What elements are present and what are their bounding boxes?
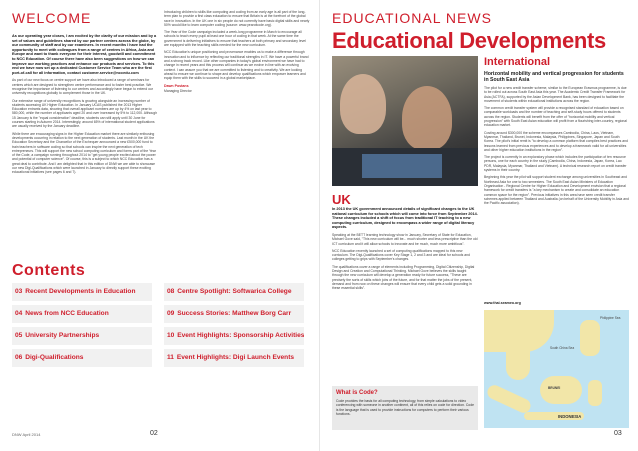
right-page (319, 0, 638, 451)
callout-title: What is Code? (336, 390, 378, 396)
welcome-paragraph-5: The Year of the Code campaign included a week-long programme in March to encourage all schools to teach every pupil at least one hour of coding in that week. At the same time the government is delivering initiatives to ensure that teachers at both primary and secondary level are equipped with the teaching skills needed for the new curriculum. (164, 30, 306, 48)
welcome-paragraph-2: Our extensive range of university recognitions is growing alongside an increasing number of students accessing UK Higher Education. In January UCAS published the 2013 Higher Education entrants data, showing that overall applicant numbers are up by 4% on last year to 580,000, while the number of applicants aged 20 and over increased by 5% to 112,000. Although 15 January is the "equal consideration" deadline, students can still apply until 30 June for courses starting in Autumn 2014. Interestingly, around 65% of international student applications are usually received by the January deadline. (12, 98, 158, 129)
toc-item[interactable]: 10 Event Highlights: Sponsorship Activities (164, 327, 304, 345)
borneo-landmass (540, 376, 582, 404)
educational-news-header: EDUCATIONAL NEWS (332, 10, 492, 26)
callout-body: Code provides the basis for all computing technology, from simple calculations to video conferencing with someone in another continent, all of this relies on code for direction. Code is the language that is used to provide instructions for computers to perform their various functions. (336, 399, 474, 416)
website-link[interactable]: www.thai.seameo.org (484, 301, 521, 305)
international-paragraph-5: Beginning this year the pilot will support student exchange among universities in Southeast and Northeast Asia for one to two semesters. The South East Asian Ministers of Education Organisation - Regional Centre for Higher Education and Development envision that a regional framework for credit transfers is "a key mechanism to create and consolidate an education common space for the region". Previous initiatives in this area have seen credit transfer schemes applied between Thailand and Australia (on behalf of the University Mobility in Asia and the Pacific association). (484, 175, 629, 206)
welcome-paragraph-6: NCC Education's unique positioning and provenance enables us to make a difference through innovation and to influence by reflecting our traditional strengths in IT. We have a powerful brand and a strong track record. Like other companies in today's global environment we have had to change in recent years and this process will continue as we evolve in line with an evolving context. I can assure you that we are committed to listening and to creativity. We are looking ahead to ensure we continue to shape and develop qualifications which empower learners and equip them with the skills to succeed in a global marketplace. (164, 50, 309, 81)
toc-item[interactable]: 06 Digi-Qualifications (12, 349, 152, 367)
contents-title: Contents (12, 262, 86, 279)
toc-item[interactable]: 05 University Partnerships (12, 327, 152, 345)
uk-lead: In 2013 the UK government announced details of significant changes to the UK national curriculum for schools which will come into force from September 2014. These changes included a shift of focus from traditional IT teaching to a new computing curriculum, designed to encompass a wider range of digital literacy aspects. (332, 207, 478, 230)
international-paragraph-2: The common credit transfer system will provide a recognised standard of education based on comparable workloads and the number of teaching and self-study hours offered to students across the region. Students will benefit from the offer of "horizontal mobility and vertical progression" with South East Asian education will profit from a flourishing inter-country, regional education market. (484, 106, 627, 128)
welcome-paragraph-1: As part of our new focus on centre support we have also introduced a range of seminars for centres which are designed to strengthen centre performance and to foster best practice. We recognise the importance of listening to our centres and accordingly have begun to extend our university recognitions globally to complement those in the UK. (12, 78, 153, 96)
page-title: Educational Developments (332, 28, 606, 53)
welcome-lead: As our operating year closes, I am excited by the clarity of our mission and by a set of values and guidelines shared by our partner centres across the globe, by our community of staff and by our examiners. In recent months I have had the opportunity to meet with colleagues from a range of centres in Africa, Asia and Europe and want to thank everyone for their interest, goodwill and commitment to NCC Education. Of course there have also been suggestions on how we can improve our working practices and enhance our products and services. To this end we have now set up a dedicated Customer Service Team who are the first port-of-call for all information, contact customer.service@nccedu.com (12, 34, 157, 75)
signature-name: Dawn Postans (164, 84, 189, 89)
map-label-south-china-sea: South China Sea (550, 346, 575, 350)
uk-paragraph-2: NCC Education recently launched a set of computing qualifications mapped to this new curriculum. The Digi-Qualifications cover Key Stage 1, 2 and 3 and are ideal for schools and colleges getting to grips with September's changes. (332, 248, 470, 262)
sulawesi-landmass (588, 380, 602, 406)
south-east-asia-map (484, 310, 629, 428)
toc-item[interactable]: 03 Recent Developments in Education (12, 283, 152, 301)
peninsula-landmass (506, 340, 530, 380)
sumatra-landmass (485, 383, 533, 415)
classroom-photo (332, 56, 478, 186)
welcome-header: WELCOME (12, 10, 92, 26)
page-number: 02 (150, 430, 158, 437)
child-figure (402, 86, 452, 150)
footer-text: DNW April 2014 (12, 432, 41, 437)
uk-paragraph-3: The qualifications cover a range of elements including Programming, Digital Citizenship, Digital Design and Creation and Computational Thinking. Michael Gove believes the skills taught through the new curriculum will develop a generation ready for future success, "These are precisely the sorts of skills which jobs of the future, and for that matter the jobs of the present, demand and from now on these changes will ensure that every child gets a solid grounding in these essential skills". (332, 264, 475, 291)
what-is-code-box (332, 386, 478, 430)
toc-item[interactable]: 04 News from NCC Education (12, 305, 152, 323)
international-paragraph-1: The pilot for a new credit transfer scheme, similar to the European Erasmus programme, is due to be rolled out across South East Asia this year. The Academic Credit Transfer Framework for Asia (ACTFA), supported by the Asian Development Bank, has been designed to facilitate the movement of students within educational institutions across the region. (484, 86, 627, 103)
child-figure (340, 74, 386, 134)
philippines-landmass (580, 320, 600, 356)
welcome-paragraph-3: While there are encouraging signs in the Higher Education market there are similarly enthusing developments occurring in relation to the next generation of students. Last month in the UK the Education Secretary and the Chancellor of the Exchequer announced a new £500,000 fund to train teachers in software coding so that schools can inspire the next generation of tech entrepreneurs. This will support the new school computing curriculum and forms part of the Year of the Code, a campaign running throughout 2014 to "get young people excited about the power and potential of computer science". Of course, this is a subject to which NCC Education has a great deal to contribute. And I am delighted that in this edition of DNW we are able to showcase our new Digi-Qualifications which were launched in January to directly support these exciting educational initiatives (see pages 6 and 7). (12, 131, 156, 175)
welcome-paragraph-4: Introducing children to skills like computing and coding from an early age is all part of the long-term plan to provide a first class education to ensure that Britain is at the forefront of the global race in innovation. In the UK one in six people do not currently have basic digital skills and nearly 50% would like to learn computer coding (source: www.yearofcode.org). (164, 10, 310, 27)
screen-shape (362, 154, 442, 178)
international-paragraph-4: The project is currently in an exploratory phase which includes the participation of ten resource persons, one for each country in the study (Cambodia, China, Indonesia, Japan, Korea, Lao PDR, Malaysia, Myanmar, Thailand and Vietnam). A technical research report on credit transfer systems in their country. (484, 155, 627, 173)
international-column (484, 86, 629, 208)
welcome-column-2 (164, 10, 310, 93)
toc-item[interactable]: 11 Event Highlights: Digi Launch Events (164, 349, 304, 367)
international-heading: International (484, 56, 551, 68)
toc-item[interactable]: 08 Centre Spotlight: Softwarica College (164, 283, 304, 301)
map-label-brunei: BRUNEI (548, 386, 561, 390)
map-label-philippine-sea: Philippine Sea (600, 316, 621, 320)
uk-heading: UK (332, 192, 351, 207)
toc-item[interactable]: 09 Success Stories: Matthew Borg Carr (164, 305, 304, 323)
international-subheading: Horizontal mobility and vertical progression for students in South East Asia (484, 71, 624, 83)
uk-paragraph-1: Speaking at the BETT learning technology show in January, Secretary of State for Education, Michael Gove said, "This new curriculum will be... much shorter and less prescriptive than the old ICT curriculum and it will allow schools to innovate and be much, much more ambitious". (332, 232, 478, 246)
welcome-column-1 (12, 34, 158, 178)
international-paragraph-3: Costing around $300,000 the scheme encompasses Cambodia, China, Laos, Vietnam, Myanmar, Thailand, Brunei, Indonesia, Malaysia, Philippines, Singapore, Japan and South Korea. The pilot's initial remit is "to develop a common platform that compiles best practices and lessons learned from previous experiences and to develop a framework valid for all universities and other higher education institutions in the region". (484, 130, 628, 152)
page-number: 03 (614, 430, 622, 437)
signature-role: Managing Director (164, 88, 192, 93)
uk-column (332, 207, 478, 294)
map-label-indonesia: INDONESIA (558, 414, 582, 419)
